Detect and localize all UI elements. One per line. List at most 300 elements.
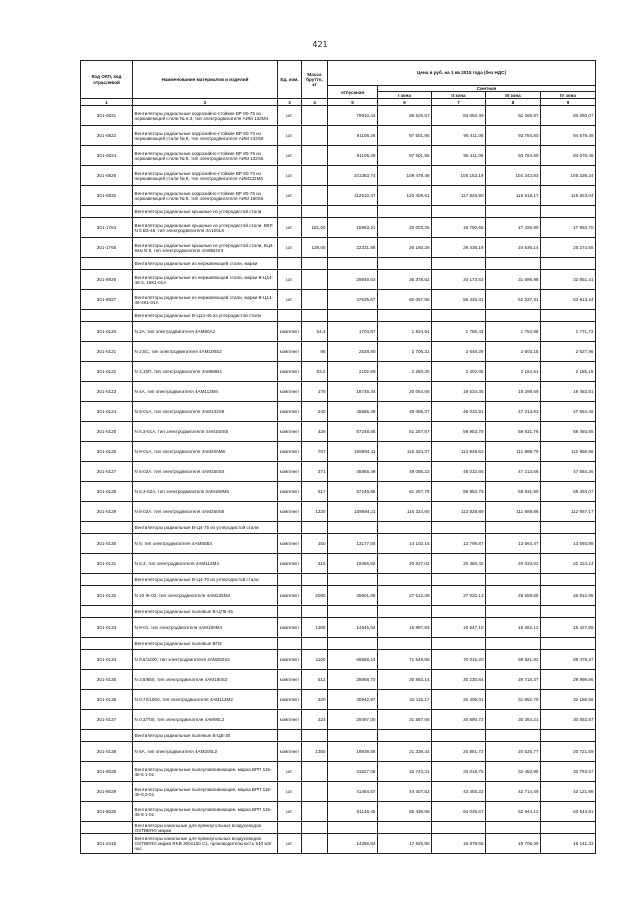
- zone-1-price-cell: 44 407,52: [378, 782, 432, 802]
- empty-cell: [278, 638, 302, 650]
- column-index: 3: [278, 99, 302, 106]
- code-cell: 301-0127: [81, 462, 133, 482]
- section-title: Вентиляторы радиальные В-Ц4-75 из углеродистой стали: [133, 522, 278, 534]
- empty-cell: [486, 730, 541, 742]
- mass-cell: 1300: [302, 618, 328, 638]
- table-row: [81, 342, 596, 362]
- zone-1-price-cell: 1 824,54: [378, 322, 432, 342]
- code-cell: 301-0129: [81, 502, 133, 522]
- column-index: 7: [432, 99, 486, 106]
- zone-2-price-cell: 95 411,06: [432, 146, 486, 166]
- unit-cell: комплект: [278, 482, 302, 502]
- empty-cell: [302, 258, 328, 270]
- release-price-cell: 18748,44: [328, 382, 378, 402]
- unit-cell: шт.: [278, 762, 302, 782]
- zone-3-price-cell: 52 337,31: [486, 290, 541, 310]
- header-name: Наименование материалов и изделий: [133, 61, 278, 99]
- zone-3-price-cell: 29 715,37: [486, 670, 541, 690]
- header-zone-1: I зона: [378, 92, 432, 99]
- empty-cell: [81, 574, 133, 586]
- table-section-row: [81, 606, 596, 618]
- empty-cell: [541, 310, 596, 322]
- name-cell: N 3,15П, тип электродвигателя 4АМ80В4: [133, 362, 278, 382]
- mass-cell: 181,00: [302, 218, 328, 238]
- empty-cell: [81, 822, 133, 834]
- table-row: [81, 762, 596, 782]
- empty-cell: [81, 638, 133, 650]
- zone-3-price-cell: 20 525,77: [486, 742, 541, 762]
- code-cell: 301-8029: [81, 782, 133, 802]
- empty-cell: [541, 822, 596, 834]
- name-cell: N 5-01А, тип электродвигателя 4АМ132S6: [133, 402, 278, 422]
- release-price-cell: 2102,69: [328, 362, 378, 382]
- empty-cell: [378, 574, 432, 586]
- name-cell: Вентиляторы радиальные коррозийно-стойкие ВР 80-75 из нержавеющей стали № 8, тип электродвигателя АИМ 132S6: [133, 146, 278, 166]
- empty-cell: [486, 574, 541, 586]
- name-cell: Вентиляторы радиальные крышные из углеродистой стали, КЦ4-84м N 8, тип электродвигателя 4А80В4У3: [133, 238, 278, 258]
- section-title: Вентиляторы канальные для прямоугольных воздуховодов OSTBERG марки: [133, 822, 278, 834]
- zone-2-price-cell: 2 648,29: [432, 342, 486, 362]
- code-cell: 301-0125: [81, 422, 133, 442]
- release-price-cell: 25801,05: [328, 586, 378, 606]
- header-zone-2: II зона: [432, 92, 486, 99]
- column-index: 5: [328, 99, 378, 106]
- empty-cell: [432, 638, 486, 650]
- zone-3-price-cell: 15 706,39: [486, 834, 541, 854]
- zone-1-price-cell: 26 160,28: [378, 238, 432, 258]
- code-cell: 301-0824: [81, 146, 133, 166]
- column-index-row: [81, 99, 596, 106]
- empty-cell: [278, 822, 302, 834]
- table-section-row: [81, 574, 596, 586]
- header-zone-4: IV зона: [541, 92, 596, 99]
- empty-cell: [541, 574, 596, 586]
- zone-1-price-cell: 61 267,57: [378, 422, 432, 442]
- empty-cell: [278, 258, 302, 270]
- name-cell: N 6,3-02А, тип электродвигателя 4АМ180М6: [133, 482, 278, 502]
- empty-cell: [328, 310, 378, 322]
- empty-cell: [486, 606, 541, 618]
- name-cell: Вентиляторы радиальные коррозийно-стойкие ВР 80-75 из нержавеющей стали № 8, тип электродвигателя АИМ132М6: [133, 166, 278, 186]
- unit-cell: комплект: [278, 442, 302, 462]
- zone-4-price-cell: 112 957,17: [541, 502, 596, 522]
- column-index: 2: [133, 99, 278, 106]
- release-price-cell: 19938,56: [328, 742, 378, 762]
- zone-1-price-cell: 30 893,14: [378, 670, 432, 690]
- table-row: [81, 834, 596, 854]
- zone-4-price-cell: 43 121,98: [541, 782, 596, 802]
- zone-1-price-cell: 2 706,31: [378, 342, 432, 362]
- empty-cell: [81, 310, 133, 322]
- zone-1-price-cell: 61 267,78: [378, 482, 432, 502]
- zone-3-price-cell: 2 164,51: [486, 362, 541, 382]
- table-row: [81, 534, 596, 554]
- release-price-cell: 30942,97: [328, 690, 378, 710]
- code-cell: 301-0138: [81, 742, 133, 762]
- empty-cell: [432, 574, 486, 586]
- empty-cell: [541, 206, 596, 218]
- unit-cell: шт.: [278, 126, 302, 146]
- name-cell: N 3,8/850, тип электродвигателя 4АМ160S2: [133, 670, 278, 690]
- empty-cell: [278, 730, 302, 742]
- header-zone-3: III зона: [486, 92, 541, 99]
- zone-3-price-cell: 1 754,98: [486, 322, 541, 342]
- empty-cell: [541, 638, 596, 650]
- zone-2-price-cell: 19 634,35: [432, 382, 486, 402]
- empty-cell: [81, 730, 133, 742]
- mass-cell: 371: [302, 462, 328, 482]
- zone-3-price-cell: 62 944,12: [486, 802, 541, 822]
- empty-cell: [432, 258, 486, 270]
- header-release-price: отпускная: [328, 86, 378, 99]
- code-cell: 301-0121: [81, 342, 133, 362]
- table-row: [81, 238, 596, 258]
- code-cell: 301-0133: [81, 618, 133, 638]
- table-row: [81, 402, 596, 422]
- zone-2-price-cell: 95 411,06: [432, 126, 486, 146]
- section-title: Вентиляторы радиальные пылевые В-ЦП6-45: [133, 606, 278, 618]
- unit-cell: шт.: [278, 802, 302, 822]
- zone-2-price-cell: 117 826,50: [432, 186, 486, 206]
- zone-2-price-cell: 32 405,01: [432, 690, 486, 710]
- release-price-cell: 57249,85: [328, 482, 378, 502]
- mass-cell: 1350: [302, 742, 328, 762]
- zone-1-price-cell: 60 067,85: [378, 290, 432, 310]
- header-code: Код ОКП, код отраслевой: [81, 61, 133, 99]
- zone-4-price-cell: 59 493,85: [541, 422, 596, 442]
- zone-1-price-cell: 65 438,69: [378, 802, 432, 822]
- code-cell: 301-1765: [81, 238, 133, 258]
- section-title: Вентиляторы радиальные из нержавеющей стали, марки: [133, 258, 278, 270]
- release-price-cell: 108694,11: [328, 502, 378, 522]
- zone-2-price-cell: 30 890,72: [432, 710, 486, 730]
- empty-cell: [302, 638, 328, 650]
- zone-2-price-cell: 34 173,52: [432, 270, 486, 290]
- zone-4-price-cell: 53 913,24: [541, 290, 596, 310]
- table-row: [81, 502, 596, 522]
- code-cell: 301-0120: [81, 322, 133, 342]
- zone-3-price-cell: 24 636,14: [486, 238, 541, 258]
- zone-4-price-cell: 59 494,07: [541, 482, 596, 502]
- table-body: [81, 106, 596, 854]
- empty-cell: [432, 206, 486, 218]
- table-row: [81, 802, 596, 822]
- release-price-cell: 29849,53: [328, 270, 378, 290]
- unit-cell: комплект: [278, 618, 302, 638]
- unit-cell: шт.: [278, 290, 302, 310]
- empty-cell: [432, 730, 486, 742]
- table-section-row: [81, 638, 596, 650]
- zone-4-price-cell: 20 721,59: [541, 742, 596, 762]
- unit-cell: шт.: [278, 186, 302, 206]
- column-index: 9: [541, 99, 596, 106]
- release-price-cell: 66858,24: [328, 650, 378, 670]
- release-price-cell: 47635,67: [328, 290, 378, 310]
- table-row: [81, 742, 596, 762]
- mass-cell: [302, 126, 328, 146]
- zone-1-price-cell: 49 085,22: [378, 462, 432, 482]
- section-title: Вентиляторы радиальные крышные из углеродистой стали: [133, 206, 278, 218]
- empty-cell: [486, 522, 541, 534]
- zone-1-price-cell: 71 549,58: [378, 650, 432, 670]
- empty-cell: [432, 822, 486, 834]
- mass-cell: 1220: [302, 502, 328, 522]
- code-cell: 301-0122: [81, 362, 133, 382]
- zone-2-price-cell: 59 953,79: [432, 482, 486, 502]
- zone-4-price-cell: 29 998,86: [541, 670, 596, 690]
- unit-cell: комплект: [278, 502, 302, 522]
- table-row: [81, 166, 596, 186]
- zone-2-price-cell: 2 202,05: [432, 362, 486, 382]
- unit-cell: комплект: [278, 342, 302, 362]
- mass-cell: 150: [302, 534, 328, 554]
- zone-1-price-cell: 120 408,61: [378, 186, 432, 206]
- table-row: [81, 650, 596, 670]
- code-cell: 301-0131: [81, 554, 133, 574]
- table-row: [81, 146, 596, 166]
- zone-2-price-cell: 19 790,65: [432, 218, 486, 238]
- header-mass: Масса брутто, кг: [302, 61, 328, 99]
- mass-cell: 315: [302, 554, 328, 574]
- name-cell: N 8-01А, тип электродвигателя 4АМ200М6: [133, 442, 278, 462]
- code-cell: 301-8927: [81, 290, 133, 310]
- section-title: Вентиляторы радиальные пылевые В-ЦВ-30: [133, 730, 278, 742]
- zone-1-price-cell: 21 339,34: [378, 742, 432, 762]
- empty-cell: [302, 730, 328, 742]
- table-section-row: [81, 258, 596, 270]
- zone-4-price-cell: 19 483,81: [541, 382, 596, 402]
- unit-cell: шт.: [278, 238, 302, 258]
- zone-2-price-cell: 43 455,22: [432, 782, 486, 802]
- code-cell: 301-0136: [81, 690, 133, 710]
- zone-1-price-cell: 49 085,37: [378, 402, 432, 422]
- mass-cell: [302, 146, 328, 166]
- unit-cell: комплект: [278, 742, 302, 762]
- zone-4-price-cell: 30 653,87: [541, 710, 596, 730]
- code-cell: 301-0124: [81, 402, 133, 422]
- zone-2-price-cell: 27 020,13: [432, 586, 486, 606]
- zone-3-price-cell: 30 364,21: [486, 710, 541, 730]
- empty-cell: [432, 522, 486, 534]
- empty-cell: [378, 206, 432, 218]
- table-section-row: [81, 822, 596, 834]
- empty-cell: [486, 638, 541, 650]
- name-cell: Вентиляторы радиальные пылеулавливающие, марка ВРП 115-45-8 1-01: [133, 802, 278, 822]
- empty-cell: [486, 206, 541, 218]
- zone-2-price-cell: 16 879,65: [432, 834, 486, 854]
- mass-cell: 517: [302, 482, 328, 502]
- zone-2-price-cell: 113 829,63: [432, 442, 486, 462]
- zone-2-price-cell: 1 785,43: [432, 322, 486, 342]
- name-cell: N 4А, тип электродвигателя 4АМ112М4: [133, 382, 278, 402]
- zone-4-price-cell: 16 141,33: [541, 834, 596, 854]
- zone-2-price-cell: 33 018,75: [432, 762, 486, 782]
- zone-2-price-cell: 20 380,42: [432, 554, 486, 574]
- code-cell: 301-0134: [81, 650, 133, 670]
- mass-cell: 224: [302, 710, 328, 730]
- empty-cell: [486, 822, 541, 834]
- name-cell: Вентиляторы радиальные из нержавеющей стали, марки В-Ц14-46-4К1-01А: [133, 290, 278, 310]
- code-cell: 301-8030: [81, 802, 133, 822]
- empty-cell: [378, 310, 432, 322]
- name-cell: N 8А, тип электродвигателя 4АМ200L2: [133, 742, 278, 762]
- table-row: [81, 586, 596, 606]
- zone-2-price-cell: 26 438,19: [432, 238, 486, 258]
- name-cell: N 2А, тип электродвигателя 4АМ80А2: [133, 322, 278, 342]
- zone-3-price-cell: 47 213,66: [486, 462, 541, 482]
- unit-cell: шт.: [278, 782, 302, 802]
- mass-cell: 96: [302, 342, 328, 362]
- zone-2-price-cell: 106 153,19: [432, 166, 486, 186]
- release-price-cell: 22331,98: [328, 238, 378, 258]
- zone-3-price-cell: 19 299,69: [486, 382, 541, 402]
- release-price-cell: 45865,49: [328, 402, 378, 422]
- name-cell: N 8-01, тип электродвигателя 4АМ180М4: [133, 618, 278, 638]
- header-price: Цена в руб. на 1 кв 2015 года (без НДС): [328, 61, 596, 86]
- unit-cell: комплект: [278, 554, 302, 574]
- unit-cell: комплект: [278, 402, 302, 422]
- mass-cell: [302, 802, 328, 822]
- release-price-cell: 91106,26: [328, 146, 378, 166]
- release-price-cell: 1704,87: [328, 322, 378, 342]
- table-row: [81, 670, 596, 690]
- mass-cell: 138,00: [302, 238, 328, 258]
- name-cell: Вентиляторы радиальные коррозийно-стойкие ВР 80-75 из нержавеющей стали № 8, тип электродвигателя АИМ 132S8: [133, 126, 278, 146]
- name-cell: N 6,3-01А, тип электродвигателя 4АМ160S6: [133, 422, 278, 442]
- zone-2-price-cell: 48 032,91: [432, 402, 486, 422]
- code-cell: 301-0135: [81, 670, 133, 690]
- zone-1-price-cell: 31 567,68: [378, 710, 432, 730]
- table-row: [81, 186, 596, 206]
- zone-4-price-cell: 94 679,48: [541, 146, 596, 166]
- empty-cell: [541, 258, 596, 270]
- table-row: [81, 482, 596, 502]
- zone-4-price-cell: 94 679,48: [541, 126, 596, 146]
- name-cell: N 6,3, тип электродвигателя 4АМ112М4: [133, 554, 278, 574]
- empty-cell: [541, 730, 596, 742]
- zone-4-price-cell: 2 185,15: [541, 362, 596, 382]
- zone-2-price-cell: 64 035,67: [432, 802, 486, 822]
- table-section-row: [81, 730, 596, 742]
- zone-3-price-cell: 115 818,17: [486, 186, 541, 206]
- zone-1-price-cell: 97 501,95: [378, 126, 432, 146]
- empty-cell: [328, 606, 378, 618]
- mass-cell: [302, 270, 328, 290]
- release-price-cell: 14845,84: [328, 618, 378, 638]
- unit-cell: комплект: [278, 690, 302, 710]
- zone-3-price-cell: 42 714,49: [486, 782, 541, 802]
- code-cell: 301-0821: [81, 106, 133, 126]
- zone-3-price-cell: 26 559,58: [486, 586, 541, 606]
- zone-1-price-cell: 108 479,48: [378, 166, 432, 186]
- unit-cell: комплект: [278, 382, 302, 402]
- mass-cell: [302, 166, 328, 186]
- zone-2-price-cell: 56 426,31: [432, 290, 486, 310]
- empty-cell: [432, 310, 486, 322]
- zone-1-price-cell: 15 887,83: [378, 618, 432, 638]
- zone-3-price-cell: 20 033,02: [486, 554, 541, 574]
- zone-2-price-cell: 70 015,20: [432, 650, 486, 670]
- code-cell: 301-0826: [81, 166, 133, 186]
- empty-cell: [378, 522, 432, 534]
- table-row: [81, 218, 596, 238]
- unit-cell: комплект: [278, 322, 302, 342]
- table-row: [81, 442, 596, 462]
- empty-cell: [302, 522, 328, 534]
- code-cell: 301-0126: [81, 442, 133, 462]
- zone-4-price-cell: 26 812,95: [541, 586, 596, 606]
- empty-cell: [302, 606, 328, 618]
- empty-cell: [541, 606, 596, 618]
- code-cell: 301-1764: [81, 218, 133, 238]
- empty-cell: [302, 574, 328, 586]
- release-price-cell: 31527,08: [328, 762, 378, 782]
- empty-cell: [278, 574, 302, 586]
- unit-cell: шт.: [278, 106, 302, 126]
- zone-1-price-cell: 14 102,16: [378, 534, 432, 554]
- release-price-cell: 57248,85: [328, 422, 378, 442]
- mass-cell: 512: [302, 670, 328, 690]
- release-price-cell: 45865,49: [328, 462, 378, 482]
- zone-4-price-cell: 32 763,57: [541, 762, 596, 782]
- release-price-cell: 29497,00: [328, 710, 378, 730]
- empty-cell: [328, 522, 378, 534]
- code-cell: 301-0130: [81, 534, 133, 554]
- mass-cell: 1100: [302, 650, 328, 670]
- release-price-cell: 28868,70: [328, 670, 378, 690]
- empty-cell: [302, 822, 328, 834]
- zone-2-price-cell: 20 881,72: [432, 742, 486, 762]
- name-cell: Вентиляторы радиальные коррозийно-стойкие ВР 80-75 из нержавеющей стали № 8, тип электродвигателя АИМ 160S6: [133, 186, 278, 206]
- zone-3-price-cell: 31 696,98: [486, 270, 541, 290]
- zone-3-price-cell: 58 931,90: [486, 482, 541, 502]
- zone-3-price-cell: 17 426,90: [486, 218, 541, 238]
- zone-4-price-cell: 47 664,46: [541, 402, 596, 422]
- zone-3-price-cell: 82 265,97: [486, 106, 541, 126]
- zone-3-price-cell: 47 213,63: [486, 402, 541, 422]
- zone-3-price-cell: 68 821,82: [486, 650, 541, 670]
- name-cell: Вентиляторы радиальные пылеулавливающие, марка ВРП 115-45-6,3-01: [133, 782, 278, 802]
- section-title: Вентиляторы радиальные пылевые ВПЗ: [133, 638, 278, 650]
- release-price-cell: 101353,74: [328, 166, 378, 186]
- zone-1-price-cell: 116 324,37: [378, 442, 432, 462]
- release-price-cell: 2528,80: [328, 342, 378, 362]
- table-row: [81, 710, 596, 730]
- code-cell: 301-0132: [81, 586, 133, 606]
- empty-cell: [302, 310, 328, 322]
- mass-cell: 83,2: [302, 362, 328, 382]
- unit-cell: шт.: [278, 146, 302, 166]
- column-index: 6: [378, 99, 432, 106]
- table-row: [81, 126, 596, 146]
- table-row: [81, 362, 596, 382]
- code-cell: 301-8926: [81, 270, 133, 290]
- code-cell: 301-0137: [81, 710, 133, 730]
- name-cell: Вентиляторы радиальные пылеулавливающие, марка ВРП 115-45-5 1-01: [133, 762, 278, 782]
- unit-cell: шт.: [278, 166, 302, 186]
- column-index: 1: [81, 99, 133, 106]
- zone-1-price-cell: 36 378,62: [378, 270, 432, 290]
- zone-4-price-cell: 112 956,96: [541, 442, 596, 462]
- unit-cell: шт.: [278, 270, 302, 290]
- code-cell: 301-2416: [81, 834, 133, 854]
- zone-4-price-cell: 2 627,96: [541, 342, 596, 362]
- empty-cell: [328, 822, 378, 834]
- empty-cell: [81, 522, 133, 534]
- zone-2-price-cell: 83 692,49: [432, 106, 486, 126]
- empty-cell: [378, 606, 432, 618]
- empty-cell: [328, 638, 378, 650]
